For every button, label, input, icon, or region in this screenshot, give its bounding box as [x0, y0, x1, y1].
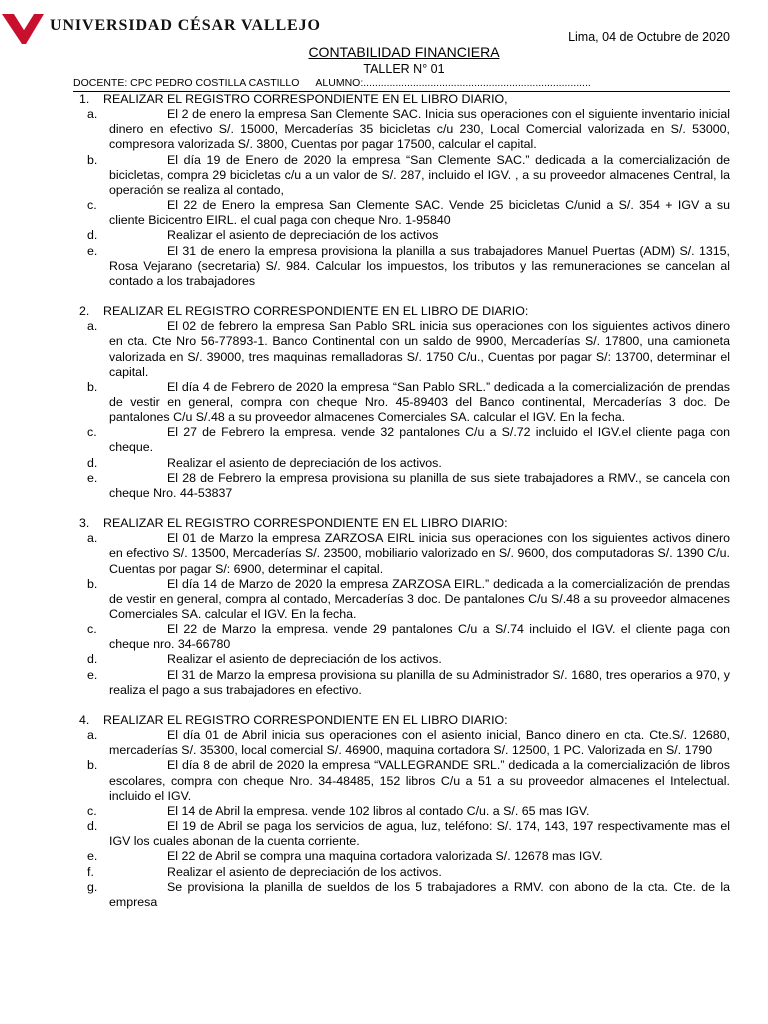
list-item [71, 577, 730, 622]
item-text: El 2 de enero la empresa San Clemente SAC. Inicia sus operaciones con el siguiente inventario inicial dinero en efectivo S/. 15000, Mercaderías 35 bicicletas c/u 230, Local Comercial valorizada en S/. 53000, compresora valorizada S/. 3800, Cuentas por pagar 17500, calcular el capital. [109, 107, 730, 152]
list-item [71, 652, 730, 667]
document-title: CONTABILIDAD FINANCIERA [308, 44, 500, 60]
item-text: El día 14 de Marzo de 2020 la empresa ZARZOSA EIRL.” dedicada a la comercialización de prendas de vestir en general, compra al contado, Mercaderías 3 doc. De pantalones C/u S/.48 a su proveedor almacenes Comerciales SA. calcular el IGV. En la fecha. [109, 576, 730, 621]
list-item [71, 668, 730, 698]
item-text: El día 19 de Enero de 2020 la empresa “San Clemente SAC.” dedicada a la comercialización de bicicletas, compra 29 bicicletas c/u a un valor de S/. 287, incluido el IGV. , a su proveedor almacenes Central, la operación se realiza al contado, [109, 152, 730, 197]
document-subtitle: TALLER N° 01 [363, 62, 445, 76]
section-number: 4. [79, 712, 90, 727]
list-item [71, 198, 730, 228]
item-marker: a. [87, 107, 98, 122]
item-text: El 01 de Marzo la empresa ZARZOSA EIRL inicia sus operaciones con los siguientes activos dinero en efectivo S/. 13500, Mercaderías S/. 23500, mobiliario valorizado en S/. 9600, dos computadoras S/. 1390 C/u. Cuentas por pagar S/: 6900, determinar el capital. [109, 531, 730, 576]
docente-label: DOCENTE: CPC PEDRO COSTILLA CASTILLO [73, 77, 300, 89]
item-marker: f. [87, 864, 94, 879]
item-text: El día 8 de abril de 2020 la empresa “VALLEGRANDE SRL.” dedicada a la comercialización de libros escolares, compra con cheque Nro. 34-48485, 152 libros C/u a 51 a su proveedor almacenes el Intelectual. incluido el IGV. [109, 758, 730, 803]
item-text: Realizar el asiento de depreciación de los activos. [167, 455, 442, 470]
item-marker: a. [87, 319, 98, 334]
section-heading [71, 92, 730, 107]
item-marker: g. [87, 879, 98, 894]
item-marker: b. [87, 758, 98, 773]
item-text: Se provisiona la planilla de sueldos de los 5 trabajadores a RMV. con abono de la cta. Cte. de la empresa [109, 879, 730, 909]
item-marker: b. [87, 379, 98, 394]
item-marker: d. [87, 455, 98, 470]
section-heading-text: REALIZAR EL REGISTRO CORRESPONDIENTE EN EL LIBRO DIARIO: [103, 516, 508, 531]
section-4 [71, 713, 730, 910]
section-heading [71, 713, 730, 728]
item-marker: a. [87, 531, 98, 546]
section-heading-text: REALIZAR EL REGISTRO CORRESPONDIENTE EN EL LIBRO DE DIARIO: [103, 304, 529, 319]
section-2 [71, 304, 730, 501]
list-item [71, 622, 730, 652]
item-marker: d. [87, 652, 98, 667]
list-item [71, 880, 730, 910]
item-marker: e. [87, 470, 98, 485]
section-number: 2. [79, 304, 90, 319]
item-marker: c. [87, 803, 97, 818]
item-text: El día 01 de Abril inicia sus operaciones con el asiento inicial, Banco dinero en cta. Cte.S/. 12680, mercaderías S/. 35300, local comercial S/. 46900, maquina cortadora S/. 12500, 1 PC. Valorizada en S/. 1790 [109, 728, 730, 758]
list-item [71, 804, 730, 819]
item-text: El 02 de febrero la empresa San Pablo SRL inicia sus operaciones con los siguientes activos dinero en cta. Cte Nro 56-77893-1. Banco Continental con un saldo de 9900, Mercaderías S/. 17800, una camioneta valorizada en S/. 39000, tres maquinas remalladoras S/. 1750 C/u., Cuentas por pagar S/: 13700, determinar el capital. [109, 319, 730, 379]
list-item [71, 471, 730, 501]
list-item [71, 531, 730, 576]
item-text: El 27 de Febrero la empresa. vende 32 pantalones C/u a S/.72 incluido el IGV.el cliente paga con cheque. [109, 425, 730, 455]
item-marker: e. [87, 667, 98, 682]
list-item [71, 456, 730, 471]
list-item [71, 107, 730, 152]
item-marker: b. [87, 576, 98, 591]
list-item [71, 228, 730, 243]
info-line [73, 77, 591, 89]
list-item [71, 728, 730, 758]
list-item [71, 849, 730, 864]
item-text: El día 4 de Febrero de 2020 la empresa “San Pablo SRL.” dedicada a la comercialización de prendas de vestir en general, compra con cheque Nro. 45-89403 del Banco continental, Mercaderías 3 doc. De pantalones C/u S/.48 a su proveedor almacenes Comerciales SA. calcular el IGV. En la fecha. [109, 379, 730, 425]
item-marker: a. [87, 728, 98, 743]
item-text: El 14 de Abril la empresa. vende 102 libros al contado C/u. a S/. 65 mas IGV. [167, 803, 590, 818]
item-text: El 28 de Febrero la empresa provisiona su planilla de sus siete trabajadores a RMV., se cancela con cheque Nro. 44-53837 [109, 470, 730, 500]
item-marker: e. [87, 849, 98, 864]
list-item [71, 758, 730, 803]
list-item [71, 380, 730, 425]
date-line: Lima, 04 de Octubre de 2020 [568, 30, 730, 44]
list-item [71, 244, 730, 289]
section-3 [71, 516, 730, 698]
university-logo-icon [0, 10, 46, 46]
item-marker: b. [87, 152, 98, 167]
section-number: 1. [79, 92, 90, 106]
item-text: El 22 de Enero la empresa San Clemente SAC. Vende 25 bicicletas C/unid a S/. 354 + IGV a su cliente Bicicentro EIRL. el cual paga con cheque Nro. 1-95840 [109, 198, 730, 228]
section-heading [71, 304, 730, 319]
section-heading-text: REALIZAR EL REGISTRO CORRESPONDIENTE EN EL LIBRO DIARIO: [103, 712, 508, 727]
section-1 [71, 92, 730, 289]
item-text: El 31 de enero la empresa provisiona la planilla a sus trabajadores Manuel Puertas (ADM) S/. 1315, Rosa Vejarano (secretaria) S/. 984. Calcular los impuestos, los tributos y las remuneraciones se cancelan al contado a los trabajadores [109, 243, 730, 288]
item-text: El 22 de Marzo la empresa. vende 29 pantalones C/u a S/.74 incluido el IGV. el cliente paga con cheque nro. 34-66780 [109, 622, 730, 652]
list-item [71, 319, 730, 380]
item-marker: c. [87, 622, 97, 637]
list-item [71, 425, 730, 455]
item-text: Realizar el asiento de depreciación de los activos. [167, 864, 442, 879]
section-number: 3. [79, 516, 90, 531]
item-text: Realizar el asiento de depreciación de los activos. [167, 652, 442, 667]
item-text: Realizar el asiento de depreciación de los activos [167, 228, 439, 243]
alumno-field: ALUMNO:.............................................................................. [315, 77, 591, 89]
section-heading [71, 516, 730, 531]
item-marker: c. [87, 425, 97, 440]
item-marker: d. [87, 819, 98, 834]
exercise-list [71, 92, 730, 910]
item-marker: e. [87, 243, 98, 258]
university-name: UNIVERSIDAD CÉSAR VALLEJO [50, 17, 321, 34]
item-text: El 31 de Marzo la empresa provisiona su planilla de su Administrador S/. 1680, tres operarios a 970, y realiza el pago a sus trabajadores en efectivo. [109, 667, 730, 697]
section-heading-text: REALIZAR EL REGISTRO CORRESPONDIENTE EN EL LIBRO DIARIO, [103, 92, 508, 106]
list-item [71, 153, 730, 198]
list-item [71, 865, 730, 880]
item-marker: c. [87, 198, 97, 213]
list-item [71, 819, 730, 849]
item-text: El 22 de Abril se compra una maquina cortadora valorizada S/. 12678 mas IGV. [167, 849, 603, 864]
item-marker: d. [87, 228, 98, 243]
item-text: El 19 de Abril se paga los servicios de agua, luz, teléfono: S/. 174, 143, 197 respectivamente mas el IGV los cuales abonan de la cuenta corriente. [109, 819, 730, 849]
